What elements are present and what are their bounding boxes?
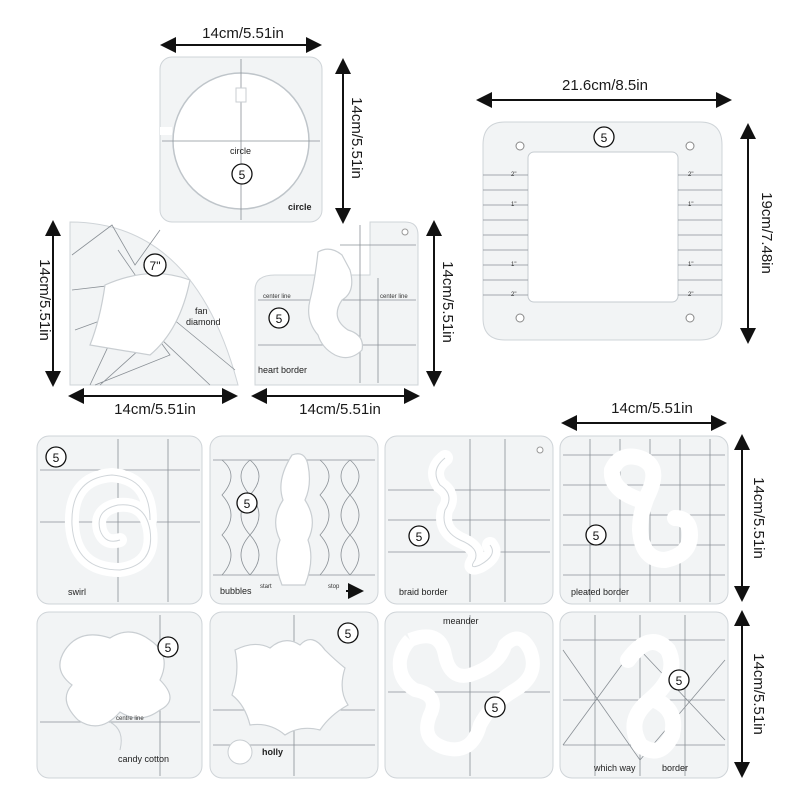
heart-border-template: [255, 222, 418, 385]
row1-width-label: 14cm/5.51in: [611, 400, 693, 417]
bubbles-template: [210, 436, 378, 604]
bubbles-number-badge: 5: [243, 497, 251, 511]
heart-number-badge: 5: [275, 312, 283, 326]
circle-height-label: 14cm/5.51in: [348, 97, 365, 179]
frame-mark-right-4: 2": [688, 292, 694, 298]
fan-label-line2: diamond: [186, 317, 221, 327]
frame-height-label: 19cm/7.48in: [758, 192, 775, 274]
circle-corner-label: circle: [288, 202, 312, 212]
frame-template: [483, 122, 722, 340]
frame-mark-left-3: 1": [511, 262, 517, 268]
which-way-border-template: [560, 612, 728, 778]
frame-width-label: 21.6cm/8.5in: [562, 77, 648, 94]
swirl-label: swirl: [68, 587, 86, 597]
swirl-number-badge: 5: [52, 451, 60, 465]
braid-label: braid border: [399, 587, 448, 597]
row1-height-label: 14cm/5.51in: [750, 477, 767, 559]
meander-label: meander: [443, 616, 479, 626]
circle-height-dimension: [343, 60, 365, 222]
row1-width-dimension: [563, 400, 725, 423]
fan-height-dimension: [36, 222, 53, 385]
braid-border-template: [385, 436, 553, 604]
heart-label: heart border: [258, 365, 308, 375]
fan-diamond-template: [70, 222, 238, 385]
frame-mark-left-4: 2": [511, 292, 517, 298]
frame-mark-left-2: 1": [511, 202, 517, 208]
fan-height-label: 14cm/5.51in: [36, 259, 53, 341]
heart-width-label: 14cm/5.51in: [299, 401, 381, 418]
candy-cotton-template: [37, 612, 202, 778]
circle-width-dimension: [162, 25, 320, 45]
pleated-border-template: [560, 436, 728, 604]
frame-number-badge: 5: [600, 131, 608, 145]
swirl-template: [37, 436, 202, 604]
candy-number-badge: 5: [164, 641, 172, 655]
circle-width-label: 14cm/5.51in: [202, 25, 284, 42]
heart-width-dimension: [253, 396, 418, 418]
whichway-number-badge: 5: [675, 674, 683, 688]
fan-label-line1: fan: [195, 306, 208, 316]
heart-center-line-left: center line: [263, 294, 291, 300]
frame-width-dimension: [478, 77, 730, 100]
whichway-label-right: border: [662, 763, 689, 773]
circle-number-badge: 5: [238, 168, 246, 182]
frame-mark-left-1: 2": [511, 172, 517, 178]
bubbles-start: start: [260, 584, 272, 590]
holly-number-badge: 5: [344, 627, 352, 641]
circle-template: [160, 57, 322, 222]
circle-center-label: circle: [230, 146, 252, 156]
candy-centre-line: centre line: [116, 716, 144, 722]
fan-width-dimension: [70, 396, 236, 418]
candy-label: candy cotton: [118, 754, 170, 764]
holly-label: holly: [262, 747, 284, 757]
frame-mark-right-1: 2": [688, 172, 694, 178]
meander-template: [385, 612, 553, 778]
whichway-label-left: which way: [594, 763, 636, 773]
bubbles-stop: stop: [328, 584, 340, 590]
pleated-label: pleated border: [571, 587, 630, 597]
frame-height-dimension: [748, 125, 775, 342]
holly-template: [210, 612, 378, 778]
heart-center-line-right: center line: [380, 294, 408, 300]
row2-height-label: 14cm/5.51in: [750, 653, 767, 735]
meander-number-badge: 5: [491, 701, 499, 715]
bubbles-label: bubbles: [220, 586, 252, 596]
fan-width-label: 14cm/5.51in: [114, 401, 196, 418]
row2-height-dimension: [742, 612, 767, 776]
pleated-number-badge: 5: [592, 529, 600, 543]
frame-mark-right-3: 1": [688, 262, 694, 268]
fan-size-badge: 7": [149, 259, 161, 273]
braid-number-badge: 5: [415, 530, 423, 544]
heart-height-dimension: [434, 222, 456, 385]
heart-height-label: 14cm/5.51in: [439, 261, 456, 343]
frame-mark-right-2: 1": [688, 202, 694, 208]
row1-height-dimension: [742, 436, 767, 600]
